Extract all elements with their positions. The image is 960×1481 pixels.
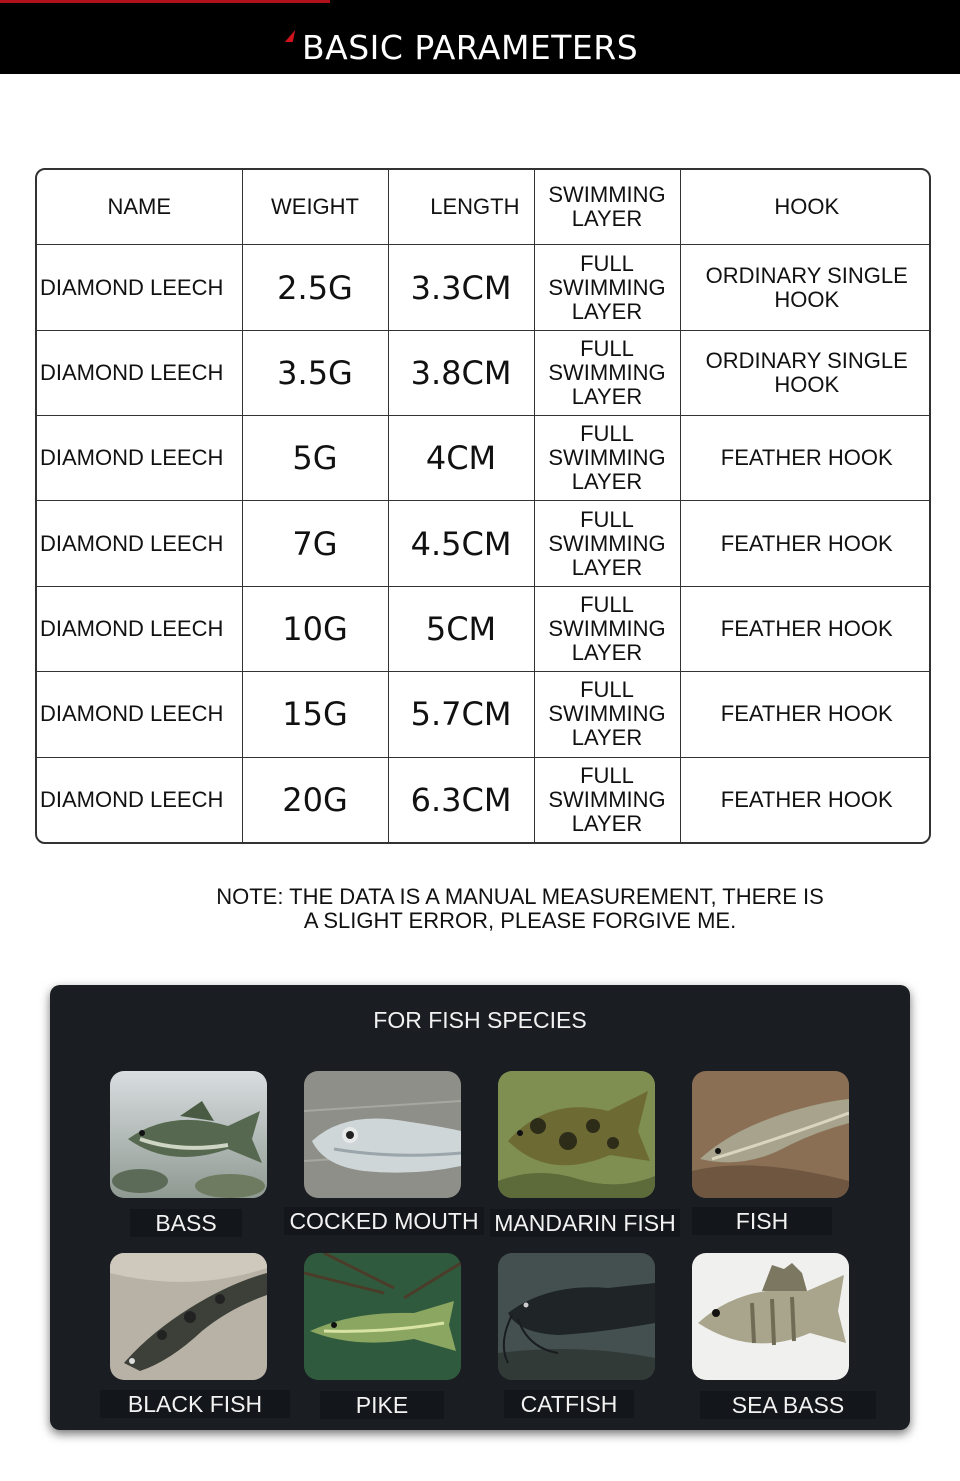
- species-label-cocked-mouth: COCKED MOUTH: [284, 1207, 484, 1235]
- cell-name: DIAMOND LEECH: [37, 416, 242, 501]
- column-header-swimming-layer: SWIMMING LAYER: [534, 170, 680, 245]
- note-line-1: NOTE: THE DATA IS A MANUAL MEASUREMENT, THERE IS: [216, 884, 824, 909]
- species-label-pike: PIKE: [320, 1391, 444, 1419]
- cell-name: DIAMOND LEECH: [37, 757, 242, 842]
- header-bar: [0, 0, 960, 74]
- cell-swimming-layer: FULL SWIMMING LAYER: [534, 416, 680, 501]
- cell-swimming-layer: FULL SWIMMING LAYER: [534, 757, 680, 842]
- cell-swimming-layer: FULL SWIMMING LAYER: [534, 672, 680, 757]
- cell-hook: FEATHER HOOK: [680, 501, 931, 586]
- species-label-fish: FISH: [692, 1207, 832, 1235]
- cell-hook: ORDINARY SINGLE HOOK: [680, 330, 931, 415]
- note-line-2: A SLIGHT ERROR, PLEASE FORGIVE ME.: [303, 908, 737, 933]
- pike-photo: [304, 1253, 461, 1380]
- cell-length: 4.5CM: [388, 501, 534, 586]
- cell-name: DIAMOND LEECH: [37, 245, 242, 330]
- table-row: [37, 416, 931, 501]
- column-header-weight: WEIGHT: [242, 170, 388, 245]
- cell-name: DIAMOND LEECH: [37, 330, 242, 415]
- mandarin-fish-photo: [498, 1071, 655, 1198]
- column-header-length: LENGTH: [388, 170, 534, 245]
- fish-species-panel: [50, 985, 910, 1430]
- cell-hook: FEATHER HOOK: [680, 672, 931, 757]
- cell-length: 5CM: [388, 586, 534, 671]
- species-label-bass: BASS: [130, 1209, 242, 1237]
- cell-name: DIAMOND LEECH: [37, 501, 242, 586]
- cell-swimming-layer: FULL SWIMMING LAYER: [534, 586, 680, 671]
- cell-hook: FEATHER HOOK: [680, 586, 931, 671]
- species-label-black-fish: BLACK FISH: [100, 1390, 290, 1418]
- table-header-row: [37, 170, 931, 245]
- species-label-sea-bass: SEA BASS: [700, 1391, 876, 1419]
- cell-hook: ORDINARY SINGLE HOOK: [680, 245, 931, 330]
- species-label-mandarin-fish: MANDARIN FISH: [490, 1209, 680, 1237]
- cell-weight: 2.5G: [242, 245, 388, 330]
- cell-hook: FEATHER HOOK: [680, 416, 931, 501]
- sea-bass-photo: [692, 1253, 849, 1380]
- page-title: BASIC PARAMETERS: [302, 28, 639, 67]
- bass-photo: [110, 1071, 267, 1198]
- cell-length: 3.8CM: [388, 330, 534, 415]
- cell-weight: 10G: [242, 586, 388, 671]
- column-header-hook: HOOK: [680, 170, 931, 245]
- parameters-table: [35, 168, 931, 844]
- black-fish-photo: [110, 1253, 267, 1380]
- cell-length: 4CM: [388, 416, 534, 501]
- cell-weight: 20G: [242, 757, 388, 842]
- measurement-note: [140, 885, 900, 933]
- cell-weight: 3.5G: [242, 330, 388, 415]
- table-row: [37, 330, 931, 415]
- cell-weight: 15G: [242, 672, 388, 757]
- species-label-catfish: CATFISH: [504, 1390, 634, 1418]
- catfish-photo: [498, 1253, 655, 1380]
- table-row: [37, 501, 931, 586]
- header-accent-line: [0, 0, 330, 3]
- fish-photo: [692, 1071, 849, 1198]
- table-row: [37, 672, 931, 757]
- cell-weight: 5G: [242, 416, 388, 501]
- table-row: [37, 586, 931, 671]
- cell-length: 5.7CM: [388, 672, 534, 757]
- table-row: [37, 245, 931, 330]
- cocked-mouth-photo: [304, 1071, 461, 1198]
- header-tick-mark: [285, 30, 297, 42]
- fish-species-title: FOR FISH SPECIES: [373, 1007, 587, 1033]
- cell-name: DIAMOND LEECH: [37, 672, 242, 757]
- cell-swimming-layer: FULL SWIMMING LAYER: [534, 501, 680, 586]
- cell-swimming-layer: FULL SWIMMING LAYER: [534, 245, 680, 330]
- column-header-name: NAME: [37, 170, 242, 245]
- cell-weight: 7G: [242, 501, 388, 586]
- table-row: [37, 757, 931, 842]
- cell-name: DIAMOND LEECH: [37, 586, 242, 671]
- cell-length: 3.3CM: [388, 245, 534, 330]
- cell-length: 6.3CM: [388, 757, 534, 842]
- cell-hook: FEATHER HOOK: [680, 757, 931, 842]
- cell-swimming-layer: FULL SWIMMING LAYER: [534, 330, 680, 415]
